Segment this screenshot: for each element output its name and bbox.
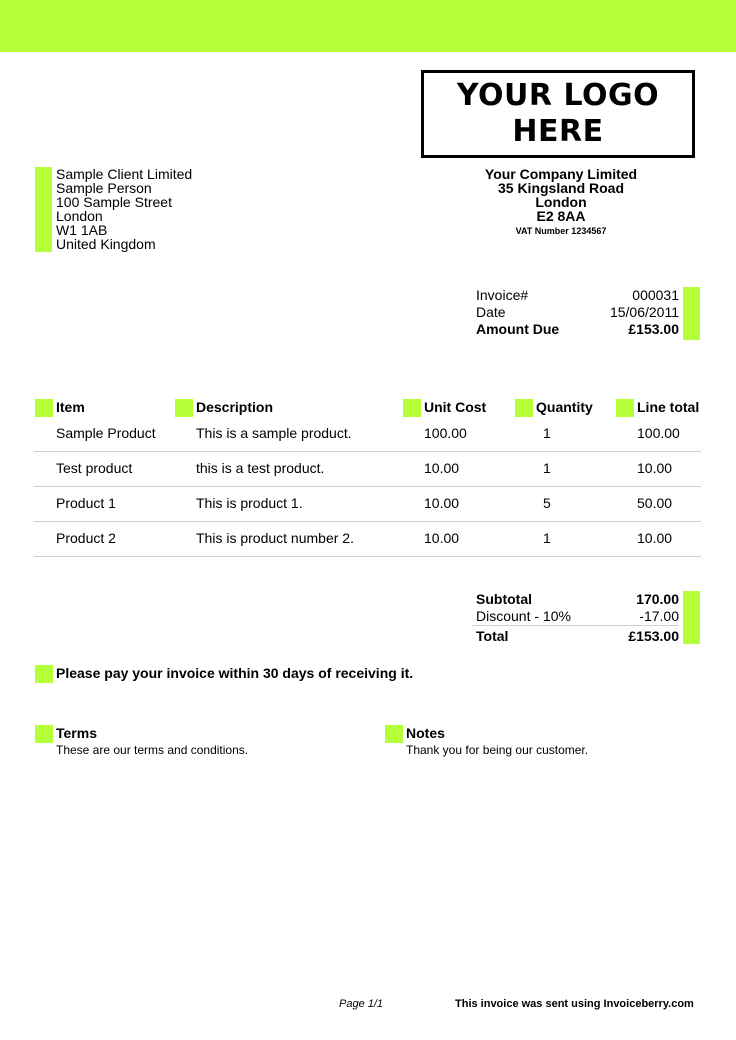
table-row xyxy=(34,486,701,522)
client-city: London xyxy=(56,208,103,224)
invoice-date-value: 15/06/2011 xyxy=(609,304,679,320)
row-line-total: 50.00 xyxy=(637,495,673,511)
total-value: £153.00 xyxy=(628,628,679,644)
row-unit-cost: 10.00 xyxy=(424,460,460,476)
top-accent-bar xyxy=(0,0,736,52)
client-street: 100 Sample Street xyxy=(56,194,172,210)
total-label: Total xyxy=(476,628,509,644)
table-row xyxy=(34,416,701,452)
client-country: United Kingdom xyxy=(56,236,156,252)
table-row xyxy=(34,451,701,487)
payment-note: Please pay your invoice within 30 days of receiving it. xyxy=(56,665,414,681)
row-line-total: 10.00 xyxy=(637,460,673,476)
totals-block xyxy=(472,591,679,645)
amount-due-row xyxy=(476,321,679,338)
header-description: Description xyxy=(196,399,274,415)
total-row xyxy=(472,628,679,645)
row-description: This is a sample product. xyxy=(196,425,352,441)
subtotal-value: 170.00 xyxy=(636,591,679,607)
discount-label: Discount - 10% xyxy=(476,608,571,624)
totals-accent-bar xyxy=(683,591,700,644)
amount-due-value: £153.00 xyxy=(628,321,679,337)
header-item: Item xyxy=(56,399,85,415)
row-quantity: 5 xyxy=(543,495,551,511)
item-header-marker xyxy=(35,399,53,417)
invoice-date-label: Date xyxy=(476,304,506,320)
notes-title: Notes xyxy=(406,725,445,741)
client-contact: Sample Person xyxy=(56,180,152,196)
company-vat: VAT Number 1234567 xyxy=(515,226,607,236)
row-description: This is product number 2. xyxy=(196,530,354,546)
row-item: Product 2 xyxy=(56,530,116,546)
meta-accent-bar xyxy=(683,287,700,340)
row-unit-cost: 10.00 xyxy=(424,530,460,546)
line-total-header-marker xyxy=(616,399,634,417)
row-quantity: 1 xyxy=(543,460,551,476)
row-unit-cost: 100.00 xyxy=(424,425,467,441)
client-postcode: W1 1AB xyxy=(56,222,108,238)
row-quantity: 1 xyxy=(543,425,551,441)
header-line-total: Line total xyxy=(637,399,700,415)
row-item: Sample Product xyxy=(56,425,156,441)
invoice-number-row xyxy=(476,287,679,304)
company-name: Your Company Limited xyxy=(484,166,638,182)
client-accent-bar xyxy=(35,167,52,252)
table-row xyxy=(34,521,701,557)
footer-sent-by: This invoice was sent using Invoiceberry.com xyxy=(455,998,694,1010)
client-company: Sample Client Limited xyxy=(56,166,193,182)
subtotal-row xyxy=(472,591,679,608)
invoice-date-row xyxy=(476,304,679,321)
invoice-meta xyxy=(476,287,679,338)
unit-cost-header-marker xyxy=(403,399,421,417)
quantity-header-marker xyxy=(515,399,533,417)
row-item: Product 1 xyxy=(56,495,116,511)
client-address xyxy=(56,167,192,251)
header-quantity: Quantity xyxy=(536,399,593,415)
row-item: Test product xyxy=(56,460,133,476)
notes-marker xyxy=(385,725,403,743)
discount-row xyxy=(472,608,679,626)
subtotal-label: Subtotal xyxy=(476,591,532,607)
page-number: Page 1/1 xyxy=(339,998,384,1010)
terms-text: These are our terms and conditions. xyxy=(56,743,249,757)
discount-value: -17.00 xyxy=(639,608,679,624)
terms-marker xyxy=(35,725,53,743)
company-street: 35 Kingsland Road xyxy=(497,180,625,196)
row-unit-cost: 10.00 xyxy=(424,495,460,511)
amount-due-label: Amount Due xyxy=(476,321,560,337)
row-description: this is a test product. xyxy=(196,460,325,476)
row-line-total: 100.00 xyxy=(637,425,680,441)
company-postcode: E2 8AA xyxy=(536,208,586,224)
company-city: London xyxy=(535,194,587,210)
invoice-number-label: Invoice# xyxy=(476,287,529,303)
row-quantity: 1 xyxy=(543,530,551,546)
company-address xyxy=(421,167,701,239)
row-description: This is product 1. xyxy=(196,495,303,511)
logo-line-2: HERE xyxy=(512,114,604,149)
logo-line-1: YOUR LOGO xyxy=(456,78,660,113)
notes-text: Thank you for being our customer. xyxy=(406,743,589,757)
logo-placeholder xyxy=(421,70,695,158)
payment-note-marker xyxy=(35,665,53,683)
description-header-marker xyxy=(175,399,193,417)
terms-title: Terms xyxy=(56,725,97,741)
header-unit-cost: Unit Cost xyxy=(424,399,487,415)
invoice-number-value: 000031 xyxy=(632,287,679,303)
row-line-total: 10.00 xyxy=(637,530,673,546)
